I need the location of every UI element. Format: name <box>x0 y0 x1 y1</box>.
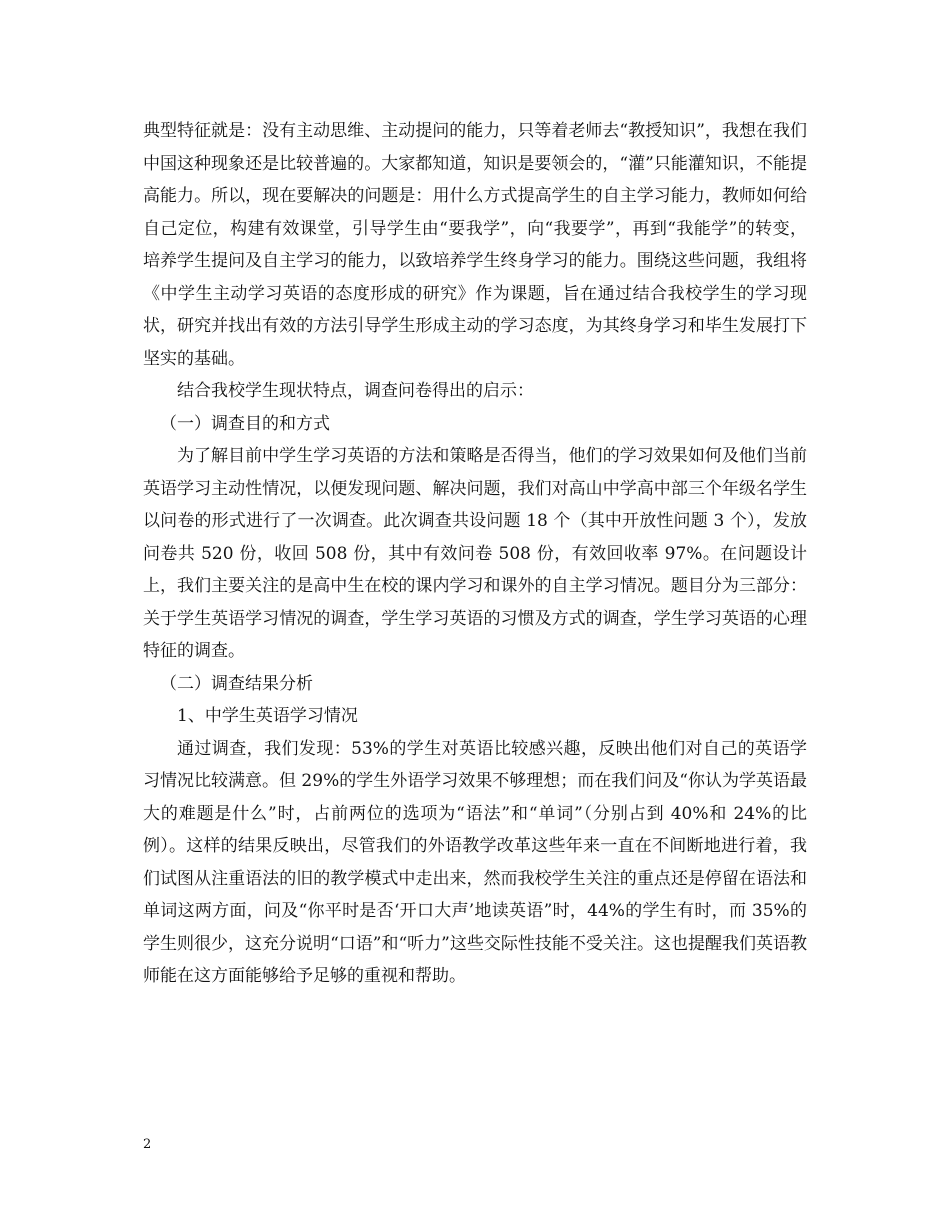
section-heading-result-analysis: （二）调查结果分析 <box>160 673 313 694</box>
paragraph-survey-findings: 通过调查，我们发现：53%的学生对英语比较感兴趣，反映出他们对自己的英语学习情况比较满意。但 29%的学生外语学习效果不够理想；而在我们问及“你认为学英语最大的难题是什么”时，占前两位的选项为“语法”和“单词”（分别占到 40%和 24%的比例）。这样的结果反映出，尽管我们的外语教学改革这些年来一直在不间断地进行着，我们试图从注重语法的旧的教学模式中走出来，然而我校学生关注的重点还是停留在语法和单词这两方面，问及“你平时是否‘开口大声’地读英语”时，44%的学生有时，而 35%的学生则很少，这充分说明“口语”和“听力”这些交际性技能不受关注。这也提醒我们英语教师能在这方面能够给予足够的重视和帮助。 <box>143 738 807 986</box>
section-heading-survey-purpose: （一）调查目的和方式 <box>160 413 330 434</box>
paragraph-survey-intro: 结合我校学生现状特点，调查问卷得出的启示： <box>177 381 534 401</box>
page-number: 2 <box>143 1137 152 1152</box>
subsection-heading-learning-status: 1、中学生英语学习情况 <box>177 706 358 726</box>
document-body <box>143 115 807 993</box>
paragraph-survey-method: 为了解目前中学生学习英语的方法和策略是否得当，他们的学习效果如何及他们当前英语学习主动性情况，以便发现问题、解决问题，我们对高山中学高中部三个年级名学生以问卷的形式进行了一次调查。此次调查共设问题 18 个（其中开放性问题 3 个），发放问卷共 520 份，收回 508 份，其中有效问卷 508 份，有效回收率 97%。在问题设计上，我们主要关注的是高中生在校的课内学习和课外的自主学习情况。题目分为三部分：关于学生英语学习情况的调查，学生学习英语的习惯及方式的调查，学生学习英语的心理特征的调查。 <box>143 446 807 661</box>
paragraph-continued-intro: 典型特征就是：没有主动思维、主动提问的能力，只等着老师去“教授知识”，我想在我们中国这种现象还是比较普遍的。大家都知道，知识是要领会的，“灌”只能灌知识，不能提高能力。所以，现在要解决的问题是：用什么方式提高学生的自主学习能力，教师如何给自己定位，构建有效课堂，引导学生由“要我学”，向“我要学”，再到“我能学”的转变，培养学生提问及自主学习的能力，以致培养学生终身学习的能力。围绕这些问题，我组将《中学生主动学习英语的态度形成的研究》作为课题，旨在通过结合我校学生的学习现状，研究并找出有效的方法引导学生形成主动的学习态度，为其终身学习和毕生发展打下坚实的基础。 <box>143 121 807 369</box>
